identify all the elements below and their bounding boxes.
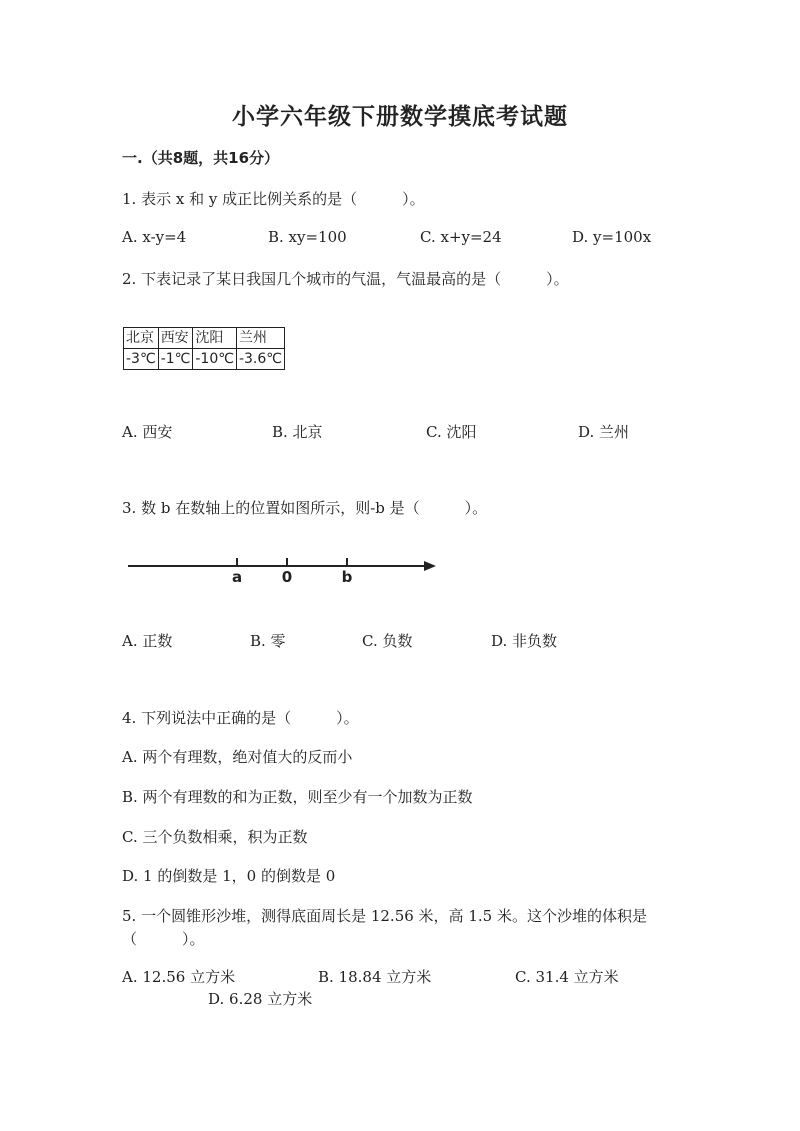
city-cell: 北京 [124,328,159,349]
question-1-option-a: A. x-y=4 [122,228,187,246]
question-5-option-d: D. 6.28 立方米 [208,990,313,1008]
question-5-option-b: B. 18.84 立方米 [318,968,432,986]
temperature-cell: -10℃ [193,349,237,370]
question-2-option-a: A. 西安 [122,423,173,441]
question-1-text: 1. 表示 x 和 y 成正比例关系的是（ ）。 [122,190,425,208]
temperature-cell: -3.6℃ [236,349,284,370]
question-5-option-a: A. 12.56 立方米 [122,968,236,986]
question-4-option-b: B. 两个有理数的和为正数，则至少有一个加数为正数 [122,788,473,806]
page-title: 小学六年级下册数学摸底考试题 [232,104,568,130]
arrow-icon [424,561,436,571]
temperature-cell: -3℃ [124,349,159,370]
question-4-option-d: D. 1 的倒数是 1，0 的倒数是 0 [122,867,336,885]
question-1-option-b: B. xy=100 [268,228,347,246]
question-3-option-a: A. 正数 [122,632,173,650]
question-1-option-d: D. y=100x [572,228,652,246]
question-4-text: 4. 下列说法中正确的是（ ）。 [122,709,359,727]
temperature-row [124,349,285,370]
question-5-text-continued: （ ）。 [122,930,205,948]
question-5-text: 5. 一个圆锥形沙堆，测得底面周长是 12.56 米，高 1.5 米。这个沙堆的体积是 [122,907,647,925]
city-cell: 兰州 [236,328,284,349]
question-1-option-c: C. x+y=24 [420,228,502,246]
question-2-text: 2. 下表记录了某日我国几个城市的气温，气温最高的是（ ）。 [122,270,569,288]
section-heading: 一.（共8题，共16分） [122,149,280,167]
city-row [124,328,285,349]
axis-label-zero: 0 [281,568,293,586]
city-cell: 沈阳 [193,328,237,349]
axis-label-a: a [231,568,243,586]
axis-label-b: b [341,568,353,586]
temperature-cell: -1℃ [158,349,193,370]
question-3-text: 3. 数 b 在数轴上的位置如图所示，则-b 是（ ）。 [122,499,488,517]
question-2-option-d: D. 兰州 [578,423,630,441]
question-3-option-c: C. 负数 [362,632,413,650]
question-2-option-c: C. 沈阳 [426,423,477,441]
question-2-option-b: B. 北京 [272,423,323,441]
question-5-option-c: C. 31.4 立方米 [515,968,619,986]
question-4-option-a: A. 两个有理数，绝对值大的反而小 [122,748,353,766]
question-3-option-d: D. 非负数 [491,632,558,650]
city-temperature-table [123,327,285,370]
city-cell: 西安 [158,328,193,349]
question-4-option-c: C. 三个负数相乘，积为正数 [122,828,308,846]
number-line-figure [120,548,440,588]
question-3-option-b: B. 零 [250,632,286,650]
